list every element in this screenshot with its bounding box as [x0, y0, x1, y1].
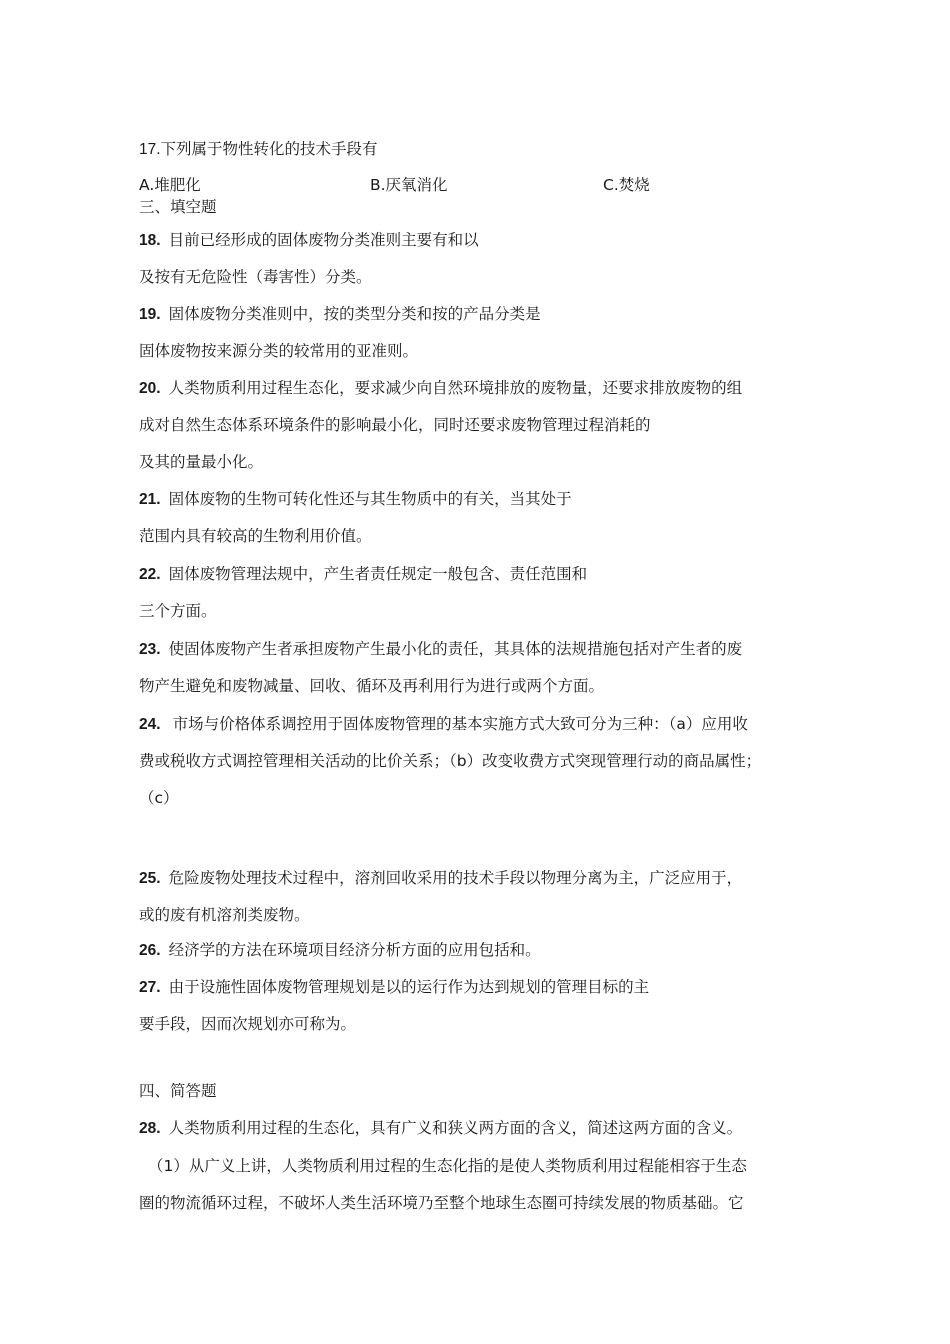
q19-number: 19.	[139, 306, 161, 323]
q28-line1: 28. 人类物质利用过程的生态化，具有广义和狭义两方面的含义，简述这两方面的含义。	[139, 1119, 743, 1137]
q23-line2: 物产生避免和废物减量、回收、循环及再利用行为进行或两个方面。	[139, 677, 605, 695]
q26-number: 26.	[139, 942, 161, 959]
q20-line3: 及其的量最小化。	[139, 453, 264, 471]
q19-line1: 19. 固体废物分类准则中，按的类型分类和按的产品分类是	[139, 305, 541, 323]
q28-answer-line1: （1）从广义上讲，人类物质利用过程的生态化指的是使人类物质利用过程能相容于生态	[148, 1157, 747, 1175]
q24-number: 24.	[139, 716, 161, 733]
q25-line2: 或的废有机溶剂类废物。	[139, 906, 310, 924]
q17-stem: 17.下列属于物性转化的技术手段有	[139, 141, 378, 158]
q28-number: 28.	[139, 1120, 161, 1137]
q26-line1: 26. 经济学的方法在环境项目经济分析方面的应用包括和。	[139, 941, 541, 959]
q17-option-b: B.厌氧消化	[370, 176, 448, 194]
q19-line2: 固体废物按来源分类的较常用的亚准则。	[139, 342, 419, 360]
q23-line1: 23. 使固体废物产生者承担废物产生最小化的责任，其具体的法规措施包括对产生者的废	[139, 640, 743, 658]
q24-line3: （c）	[139, 789, 179, 807]
q17-option-a: A.堆肥化	[139, 176, 201, 194]
q18-line1: 18. 目前已经形成的固体废物分类准则主要有和以	[139, 231, 479, 249]
q22-number: 22.	[139, 566, 161, 583]
q24-line2: 费或税收方式调控管理相关活动的比价关系；（b）改变收费方式突现管理行动的商品属性；	[139, 752, 762, 770]
q22-line2: 三个方面。	[139, 602, 217, 620]
q25-number: 25.	[139, 870, 161, 887]
q27-line1: 27. 由于设施性固体废物管理规划是以的运行作为达到规划的管理目标的主	[139, 978, 650, 996]
q20-line1: 20. 人类物质利用过程生态化，要求减少向自然环境排放的废物量，还要求排放废物的组	[139, 379, 743, 397]
q17-option-c: C.焚烧	[603, 176, 650, 194]
section-heading-short-answer: 四、简答题	[139, 1082, 217, 1100]
q25-line1: 25. 危险废物处理技术过程中，溶剂回收采用的技术手段以物理分离为主，广泛应用于，	[139, 869, 743, 887]
q21-line2: 范围内具有较高的生物利用价值。	[139, 527, 372, 545]
q22-line1: 22. 固体废物管理法规中，产生者责任规定一般包含、责任范围和	[139, 565, 588, 583]
q27-line2: 要手段，因而次规划亦可称为。	[139, 1015, 357, 1033]
q21-line1: 21. 固体废物的生物可转化性还与其生物质中的有关，当其处于	[139, 490, 572, 508]
q23-number: 23.	[139, 641, 161, 658]
q18-number: 18.	[139, 232, 161, 249]
q20-number: 20.	[139, 380, 161, 397]
q21-number: 21.	[139, 491, 161, 508]
q18-line2: 及按有无危险性（毒害性）分类。	[139, 268, 372, 286]
section-heading-fill-in: 三、填空题	[139, 198, 217, 216]
q20-line2: 成对自然生态体系环境条件的影响最小化，同时还要求废物管理过程消耗的	[139, 416, 651, 434]
q28-answer-line2: 圈的物流循环过程，不破坏人类生活环境乃至整个地球生态圈可持续发展的物质基础。它	[139, 1194, 744, 1212]
q27-number: 27.	[139, 979, 161, 996]
q24-line1: 24. 市场与价格体系调控用于固体废物管理的基本实施方式大致可分为三种：（a）应用收	[139, 715, 748, 733]
